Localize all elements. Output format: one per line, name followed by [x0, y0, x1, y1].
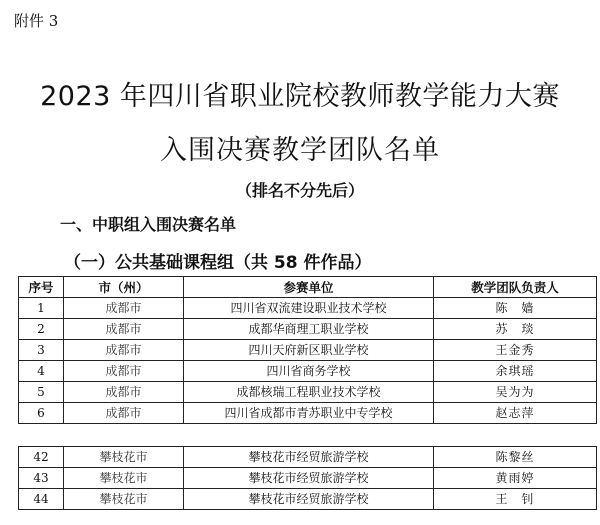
- header-no: 序号: [19, 277, 64, 298]
- table-row: [19, 489, 597, 510]
- row-number: 1: [19, 298, 64, 319]
- row-city: 成都市: [64, 298, 184, 319]
- row-number: 6: [19, 403, 64, 424]
- document-title-line1: 2023 年四川省职业院校教师教学能力大赛: [40, 81, 560, 112]
- row-city: 成都市: [64, 319, 184, 340]
- row-number: 43: [19, 468, 64, 489]
- row-number: 42: [19, 447, 64, 468]
- row-number: 3: [19, 340, 64, 361]
- row-number: 4: [19, 361, 64, 382]
- row-unit: 成都核瑞工程职业技术学校: [184, 382, 434, 403]
- header-city: 市（州）: [64, 277, 184, 298]
- row-city: 成都市: [64, 382, 184, 403]
- finalist-table-top: [18, 276, 597, 424]
- row-unit: 攀枝花市经贸旅游学校: [184, 489, 434, 510]
- subsection-heading: （一）公共基础课程组（共 58 件作品）: [64, 253, 372, 273]
- row-lead: 余琪瑶: [434, 361, 597, 382]
- row-number: 44: [19, 489, 64, 510]
- table-row: [19, 403, 597, 424]
- table-row: [19, 361, 597, 382]
- row-city: 攀枝花市: [64, 489, 184, 510]
- document-title-line2: 入围决赛教学团队名单: [160, 135, 440, 166]
- finalist-table-bottom: [18, 446, 597, 510]
- row-city: 攀枝花市: [64, 468, 184, 489]
- table-row: [19, 447, 597, 468]
- row-unit: 四川省双流建设职业技术学校: [184, 298, 434, 319]
- row-city: 成都市: [64, 361, 184, 382]
- header-lead: 教学团队负责人: [434, 277, 597, 298]
- row-unit: 攀枝花市经贸旅游学校: [184, 447, 434, 468]
- row-unit: 四川省成都市青苏职业中专学校: [184, 403, 434, 424]
- header-unit: 参赛单位: [184, 277, 434, 298]
- row-lead: 陈 嫱: [434, 298, 597, 319]
- row-lead: 黄雨婷: [434, 468, 597, 489]
- table-body-top: [19, 298, 597, 424]
- row-unit: 四川天府新区职业学校: [184, 340, 434, 361]
- table-row: [19, 340, 597, 361]
- row-lead: 赵志萍: [434, 403, 597, 424]
- table-header-row: [19, 277, 597, 298]
- row-number: 2: [19, 319, 64, 340]
- row-lead: 苏 琰: [434, 319, 597, 340]
- section-heading: 一、中职组入围决赛名单: [60, 215, 237, 234]
- table-row: [19, 382, 597, 403]
- row-city: 攀枝花市: [64, 447, 184, 468]
- row-lead: 陈黎丝: [434, 447, 597, 468]
- row-unit: 成都华商理工职业学校: [184, 319, 434, 340]
- document-subtitle: （排名不分先后）: [235, 181, 364, 200]
- row-city: 成都市: [64, 340, 184, 361]
- row-lead: 王金秀: [434, 340, 597, 361]
- table-row: [19, 468, 597, 489]
- row-unit: 攀枝花市经贸旅游学校: [184, 468, 434, 489]
- row-number: 5: [19, 382, 64, 403]
- table-row: [19, 319, 597, 340]
- table-body-bottom: [19, 447, 597, 510]
- attachment-label: 附件 3: [14, 12, 59, 30]
- table-row: [19, 298, 597, 319]
- row-lead: 王 钊: [434, 489, 597, 510]
- row-lead: 吴为为: [434, 382, 597, 403]
- row-unit: 四川省商务学校: [184, 361, 434, 382]
- row-city: 成都市: [64, 403, 184, 424]
